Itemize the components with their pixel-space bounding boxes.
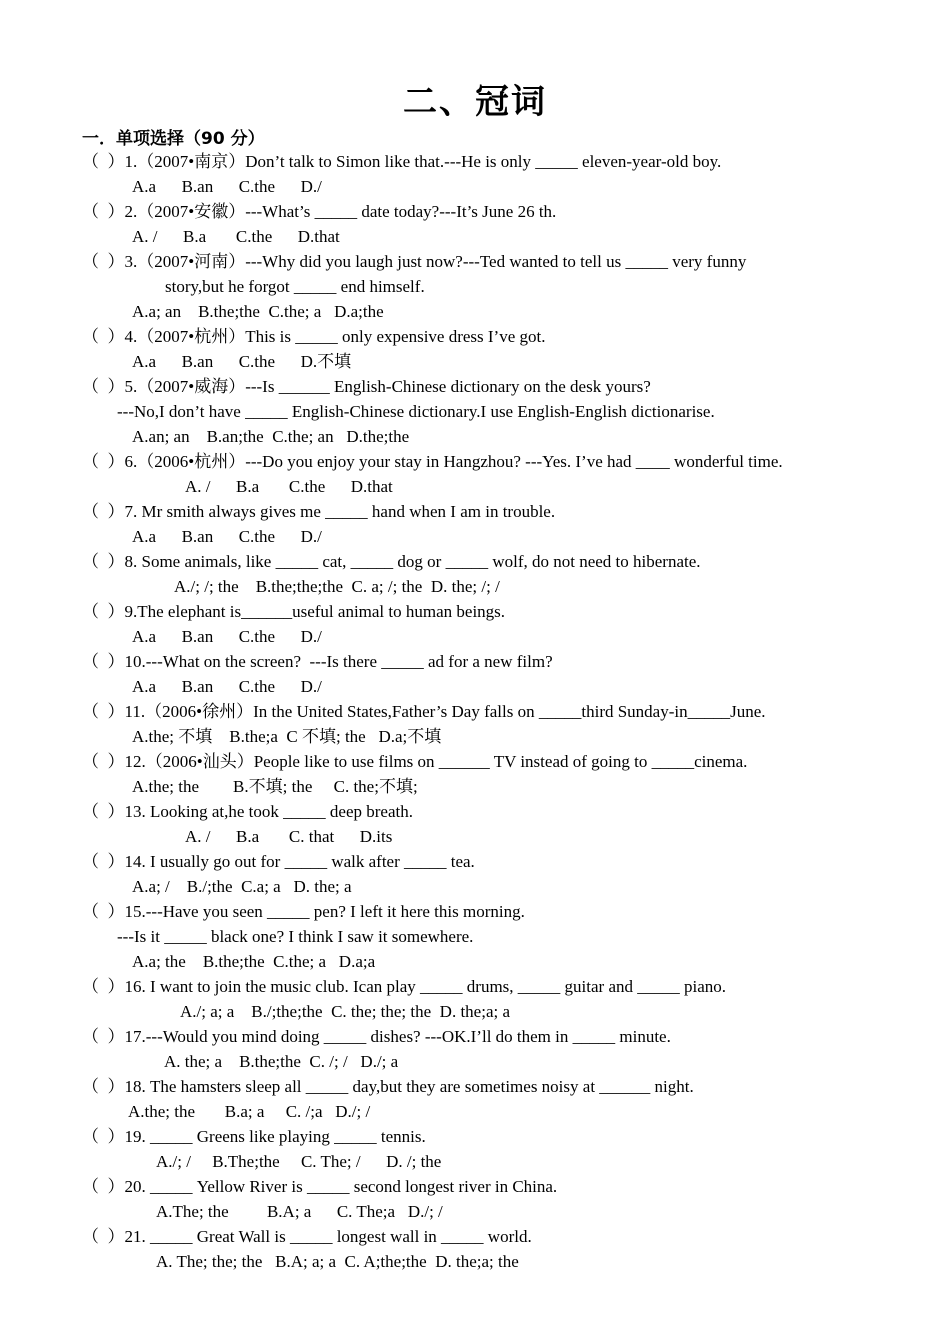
options-line: A.a B.an C.the D.不填 — [132, 352, 352, 371]
question-line: （ ）9.The elephant is______useful animal to human beings. — [82, 602, 506, 621]
question-line: （ ）19. _____ Greens like playing _____ tennis. — [82, 1127, 426, 1146]
question-line: （ ）11.（2006•徐州）In the United States,Father’s Day falls on _____third Sunday-in_____June. — [82, 702, 766, 721]
question-line: （ ）13. Looking at,he took _____ deep breath. — [82, 802, 413, 821]
options-line: A.the; the B.不填; the C. the;不填; — [132, 777, 418, 796]
question-line: （ ）14. I usually go out for _____ walk after _____ tea. — [82, 852, 475, 871]
options-line: A.a B.an C.the D./ — [132, 527, 322, 546]
options-line: story,but he forgot _____ end himself. — [165, 277, 425, 296]
options-line: A. the; a B.the;the C. /; / D./; a — [164, 1052, 399, 1071]
options-line: A. / B.a C. that D.its — [185, 827, 393, 846]
options-line: A.The; the B.A; a C. The;a D./; / — [156, 1202, 443, 1221]
question-line: （ ）15.---Have you seen _____ pen? I left it here this morning. — [82, 902, 525, 921]
question-line: （ ）12.（2006•汕头）People like to use films on ______ TV instead of going to _____cinema. — [82, 752, 748, 771]
question-line: （ ）1.（2007•南京）Don’t talk to Simon like that.---He is only _____ eleven-year-old boy. — [82, 152, 722, 171]
question-line: （ ）2.（2007•安徽）---What’s _____ date today?---It’s June 26 th. — [82, 202, 557, 221]
question-line: （ ）7. Mr smith always gives me _____ hand when I am in trouble. — [82, 502, 556, 521]
options-line: A. The; the; the B.A; a; a C. A;the;the D. the;a; the — [156, 1252, 519, 1271]
options-line: A./; a; a B./;the;the C. the; the; the D. the;a; a — [180, 1002, 511, 1021]
question-line: （ ）4.（2007•杭州）This is _____ only expensive dress I’ve got. — [82, 327, 546, 346]
question-line: （ ）17.---Would you mind doing _____ dishes? ---OK.I’ll do them in _____ minute. — [82, 1027, 671, 1046]
question-line: （ ）16. I want to join the music club. Ican play _____ drums, _____ guitar and _____ piano. — [82, 977, 727, 996]
options-line: A. / B.a C.the D.that — [185, 477, 393, 496]
options-line: A./; /; the B.the;the;the C. a; /; the D. the; /; / — [174, 577, 500, 596]
options-line: A.a B.an C.the D./ — [132, 627, 322, 646]
options-line: A.a; an B.the;the C.the; a D.a;the — [132, 302, 384, 321]
question-line: （ ）18. The hamsters sleep all _____ day,but they are sometimes noisy at ______ night. — [82, 1077, 694, 1096]
question-line: （ ）3.（2007•河南）---Why did you laugh just now?---Ted wanted to tell us _____ very funny — [82, 252, 747, 271]
question-line: （ ）21. _____ Great Wall is _____ longest wall in _____ world. — [82, 1227, 532, 1246]
options-line: A.a; / B./;the C.a; a D. the; a — [132, 877, 352, 896]
options-line: A.a B.an C.the D./ — [132, 677, 322, 696]
options-line: A./; / B.The;the C. The; / D. /; the — [156, 1152, 442, 1171]
section-heading: 一．单项选择（90 分） — [82, 129, 265, 149]
question-line: （ ）10.---What on the screen? ---Is there _____ ad for a new film? — [82, 652, 553, 671]
options-line: ---No,I don’t have _____ English-Chinese dictionary.I use English-English dictionarise. — [117, 402, 715, 421]
options-line: ---Is it _____ black one? I think I saw it somewhere. — [117, 927, 474, 946]
options-line: A. / B.a C.the D.that — [132, 227, 340, 246]
question-line: （ ）20. _____ Yellow River is _____ second longest river in China. — [82, 1177, 558, 1196]
options-line: A.the; the B.a; a C. /;a D./; / — [128, 1102, 371, 1121]
options-line: A.a B.an C.the D./ — [132, 177, 322, 196]
question-line: （ ）5.（2007•威海）---Is ______ English-Chinese dictionary on the desk yours? — [82, 377, 651, 396]
question-line: （ ）8. Some animals, like _____ cat, _____ dog or _____ wolf, do not need to hibernate. — [82, 552, 701, 571]
options-line: A.the; 不填 B.the;a C 不填; the D.a;不填 — [132, 727, 442, 746]
question-line: （ ）6.（2006•杭州）---Do you enjoy your stay in Hangzhou? ---Yes. I’ve had ____ wonderful time. — [82, 452, 783, 471]
document-title: 二、冠词 — [403, 82, 547, 122]
options-line: A.an; an B.an;the C.the; an D.the;the — [132, 427, 410, 446]
options-line: A.a; the B.the;the C.the; a D.a;a — [132, 952, 376, 971]
